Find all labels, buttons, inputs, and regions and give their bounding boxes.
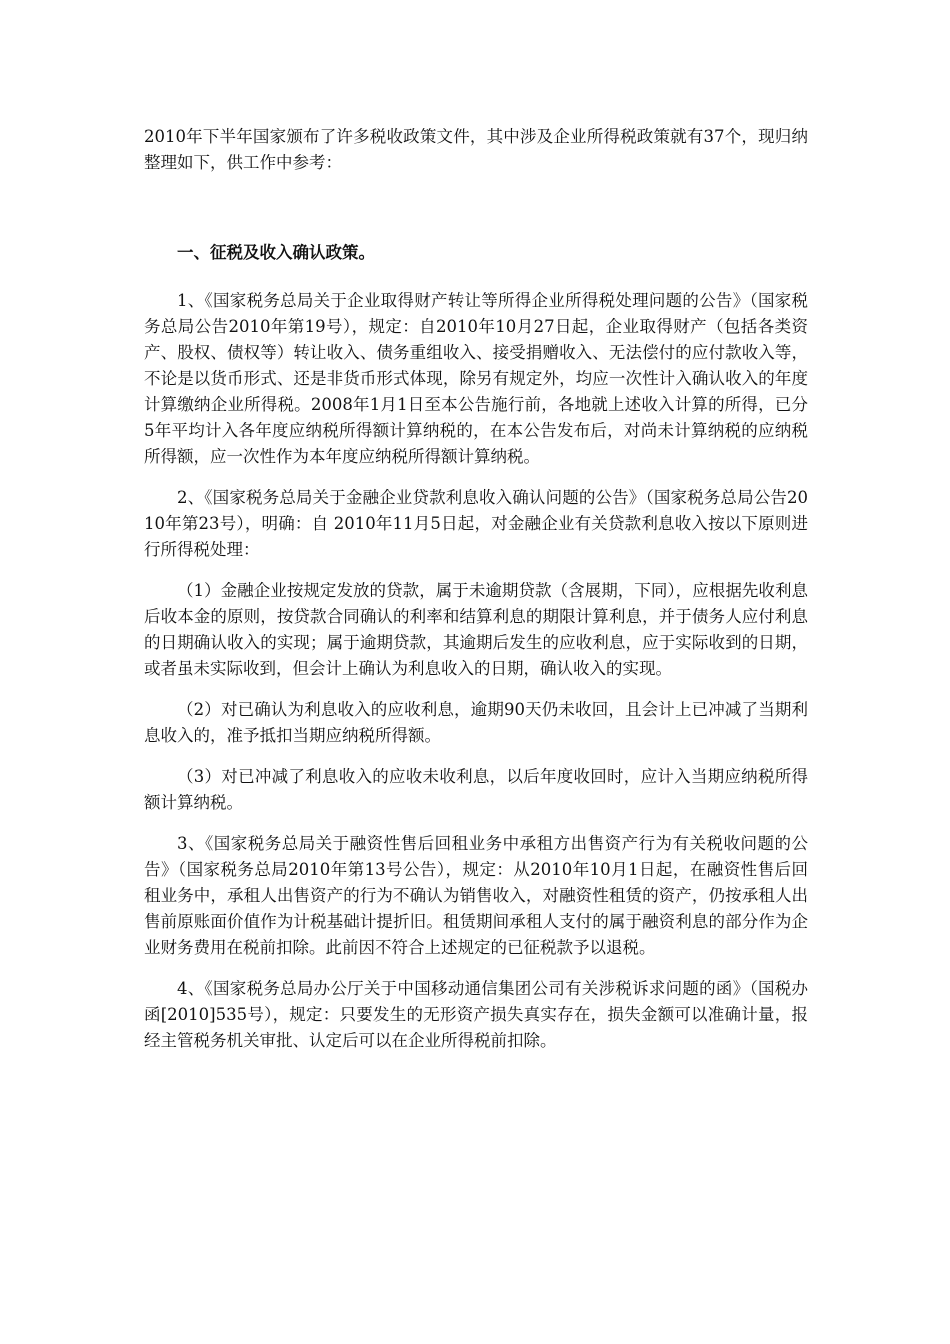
paragraph-item-3: 3、《国家税务总局关于融资性售后回租业务中承租方出售资产行为有关税收问题的公告》（国家税务总局2010年第13号公告），规定：从2010年10月1日起，在融资性售后回租业务中，承租人出售资产的行为不确认为销售收入，对融资性租赁的资产，仍按承租人出售前原账面价值作为计税基础计提折旧。租赁期间承租人支付的属于融资利息的部分作为企业财务费用在税前扣除。此前因不符合上述规定的已征税款予以退税。 — [144, 834, 808, 957]
paragraph-subitem-3: （3）对已冲减了利息收入的应收未收利息，以后年度收回时，应计入当期应纳税所得额计算纳税。 — [144, 767, 808, 812]
section-heading: 一、征税及收入确认政策。 — [177, 243, 375, 262]
paragraph-item-4: 4、《国家税务总局办公厅关于中国移动通信集团公司有关涉税诉求问题的函》（国税办函[2010]535号），规定：只要发生的无形资产损失真实存在，损失金额可以准确计量，报经主管税务机关审批、认定后可以在企业所得税前扣除。 — [144, 979, 808, 1050]
document-page — [144, 124, 808, 1069]
paragraph-item-1: 1、《国家税务总局关于企业取得财产转让等所得企业所得税处理问题的公告》（国家税务总局公告2010年第19号），规定：自2010年10月27日起，企业取得财产（包括各类资产、股权、债权等）转让收入、债务重组收入、接受捐赠收入、无法偿付的应付款收入等，不论是以货币形式、还是非货币形式体现，除另有规定外，均应一次性计入确认收入的年度计算缴纳企业所得税。2008年1月1日至本公告施行前，各地就上述收入计算的所得，已分5年平均计入各年度应纳税所得额计算纳税的，在本公告发布后，对尚未计算纳税的应纳税所得额，应一次性作为本年度应纳税所得额计算纳税。 — [144, 291, 808, 466]
paragraph-item-2: 2、《国家税务总局关于金融企业贷款利息收入确认问题的公告》（国家税务总局公告2010年第23号），明确：自 2010年11月5日起，对金融企业有关贷款利息收入按以下原则进行所得税处理： — [144, 488, 808, 559]
intro-paragraph: 2010年下半年国家颁布了许多税收政策文件，其中涉及企业所得税政策就有37个，现归纳整理如下，供工作中参考： — [144, 127, 808, 172]
paragraph-subitem-2: （2）对已确认为利息收入的应收利息，逾期90天仍未收回，且会计上已冲减了当期利息收入的，准予抵扣当期应纳税所得额。 — [144, 700, 808, 745]
paragraph-subitem-1: （1）金融企业按规定发放的贷款，属于未逾期贷款（含展期，下同），应根据先收利息后收本金的原则，按贷款合同确认的利率和结算利息的期限计算利息，并于债务人应付利息的日期确认收入的实现；属于逾期贷款，其逾期后发生的应收利息，应于实际收到的日期，或者虽未实际收到，但会计上确认为利息收入的日期，确认收入的实现。 — [144, 581, 808, 678]
